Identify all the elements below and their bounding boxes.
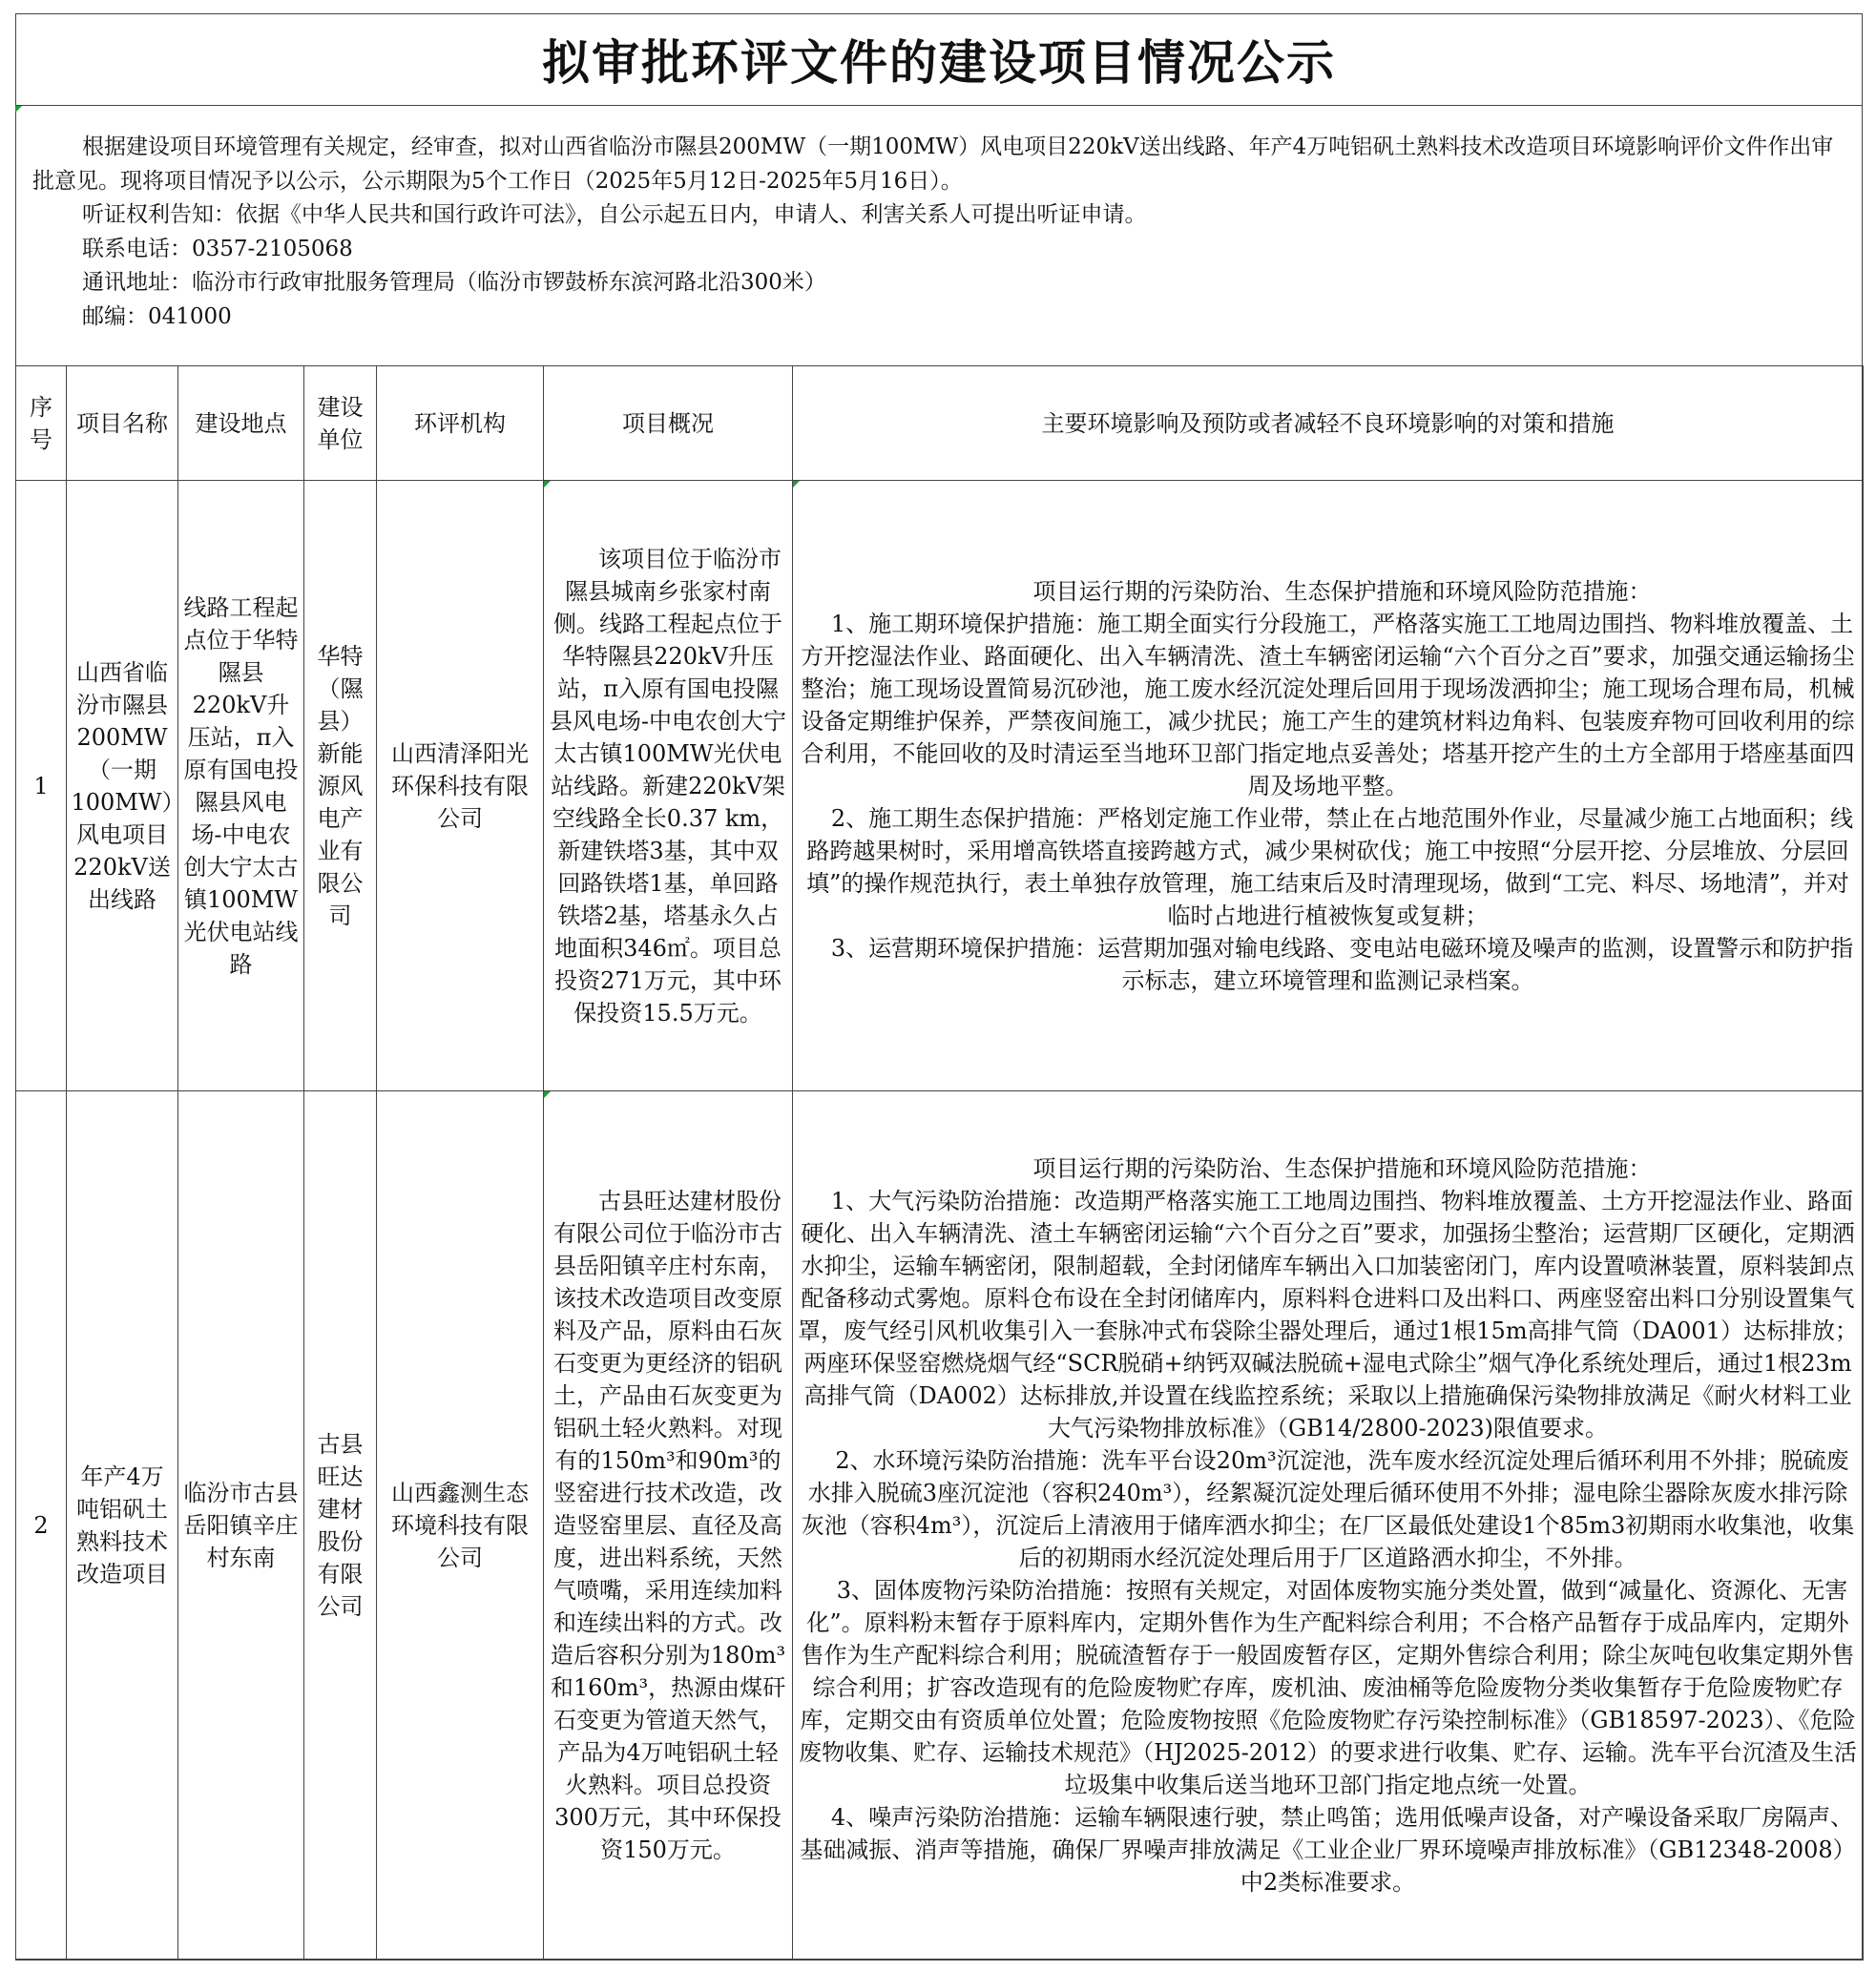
cell-corner-marker — [544, 481, 551, 488]
environmental-measures — [793, 1091, 1864, 1961]
project-location: 线路工程起点位于华特隰县220kV升压站，π入原有国电投隰县风电场-中电农创大宁太古镇100MW光伏电站线路 — [178, 481, 304, 1091]
measure-paragraph: 3、运营期环境保护措施：运营期加强对输电线路、变电站电磁环境及噪声的监测，设置警示和防护指示标志，建立环境管理和监测记录档案。 — [830, 934, 1854, 994]
measure-paragraph: 项目运行期的污染防治、生态保护措施和环境风险防范措施： — [1032, 577, 1652, 605]
measure-paragraph: 3、固体废物污染防治措施：按照有关规定，对固体废物实施分类处置，做到“减量化、资源化、无害化”。原料粉末暂存于原料库内，定期外售作为生产配料综合利用；不合格产品暂存于成品库内，定期外售作为生产配料综合利用；脱硫渣暂存于一般固废暂存区，定期外售综合利用；除尘灰吨包收集定期外售综合利用；扩容改造现有的危险废物贮存库，废机油、废油桶等危险废物分类收集暂存于危险废物贮存库，定期交由有资质单位处置；危险废物按照《危险废物贮存污染控制标准》（GB18597-2023）、《危险废物收集、贮存、运输技术规范》（HJ2025-2012）的要求进行收集、贮存、运输。洗车平台沉渣及生活垃圾集中收集后送当地环卫部门指定地点统一处置。 — [799, 1577, 1857, 1798]
header-overview: 项目概况 — [544, 366, 793, 481]
table-row — [16, 1091, 1864, 1961]
row-number: 2 — [16, 1091, 67, 1961]
header-name: 项目名称 — [67, 366, 178, 481]
contact-address: 通讯地址：临汾市行政审批服务管理局（临汾市锣鼓桥东滨河路北沿300米） — [82, 270, 826, 295]
table-header-row — [16, 366, 1864, 481]
cell-corner-marker — [544, 1091, 551, 1098]
table-row — [16, 481, 1864, 1091]
project-name: 山西省临汾市隰县200MW（一期100MW）风电项目220kV送出线路 — [67, 481, 178, 1091]
measure-paragraph: 1、大气污染防治措施：改造期严格落实施工工地周边围挡、物料堆放覆盖、土方开挖湿法作业、路面硬化、出入车辆清洗、渣土车辆密闭运输“六个百分之百”要求，加强扬尘整治；运营期厂区硬化，定期洒水抑尘，运输车辆密闭，限制超载，全封闭储库车辆出入口加装密闭门，库内设置喷淋装置，原料装卸点配备移动式雾炮。原料仓布设在全封闭储库内，原料料仓进料口及出料口、两座竖窑出料口分别设置集气罩，废气经引风机收集引入一套脉冲式布袋除尘器处理后，通过1根15m高排气筒（DA001）达标排放；两座环保竖窑燃烧烟气经“SCR脱硝+纳钙双碱法脱硫+湿电式除尘”烟气净化系统处理后，通过1根23m高排气筒（DA002）达标排放,并设置在线监控系统；采取以上措施确保污染物排放满足《耐火材料工业大气污染物排放标准》（GB14/2800-2023)限值要求。 — [798, 1188, 1858, 1442]
hearing-notice: 听证权利告知：依据《中华人民共和国行政许可法》，自公示起五日内，申请人、利害关系人可提出听证申请。 — [82, 202, 1147, 227]
projects-table — [15, 365, 1864, 1961]
intro-paragraph: 根据建设项目环境管理有关规定，经审查，拟对山西省临汾市隰县200MW（一期100MW）风电项目220kV送出线路、年产4万吨铝矾土熟料技术改造项目环境影响评价文件作出审批意见。现将项目情况予以公示，公示期限为5个工作日（2025年5月12日-2025年5月16日）。 — [32, 135, 1834, 194]
measure-paragraph: 4、噪声污染防治措施：运输车辆限速行驶，禁止鸣笛；选用低噪声设备，对产噪设备采取厂房隔声、基础减振、消声等措施，确保厂界噪声排放满足《工业企业厂界环境噪声排放标准》（GB12348-2008）中2类标准要求。 — [800, 1804, 1856, 1896]
row-number: 1 — [16, 481, 67, 1091]
eia-agency: 山西清泽阳光环保科技有限公司 — [377, 481, 544, 1091]
project-overview — [544, 1091, 793, 1961]
cell-corner-marker — [793, 481, 800, 488]
header-agency: 环评机构 — [377, 366, 544, 481]
header-location: 建设地点 — [178, 366, 304, 481]
page-title: 拟审批环评文件的建设项目情况公示 — [15, 13, 1863, 106]
measure-paragraph: 2、水环境污染防治措施：洗车平台设20m³沉淀池，洗车废水经沉淀处理后循环利用不外排；脱硫废水排入脱硫3座沉淀池（容积240m³），经絮凝沉淀处理后循环使用不外排；湿电除尘器除灰废水排污除灰池（容积4m³），沉淀后上清液用于储库洒水抑尘；在厂区最低处建设1个85m3初期雨水收集池，收集后的初期雨水经沉淀处理后用于厂区道路洒水抑尘，不外排。 — [801, 1447, 1855, 1571]
overview-text: 古县旺达建材股份有限公司位于临汾市古县岳阳镇辛庄村东南，该技术改造项目改变原料及产品，原料由石灰石变更为更经济的铝矾土，产品由石灰变更为铝矾土轻火熟料。对现有的150m³和90m³的竖窑进行技术改造，改造竖窑里层、直径及高度，进出料系统，天然气喷嘴，采用连续加料和连续出料的方式。改造后容积分别为180m³和160m³，热源由煤矸石变更为管道天然气，产品为4万吨铝矾土轻火熟料。项目总投资300万元，其中环保投资150万元。 — [550, 1188, 786, 1863]
header-measures: 主要环境影响及预防或者减轻不良环境影响的对策和措施 — [793, 366, 1864, 481]
eia-agency: 山西鑫测生态环境科技有限公司 — [377, 1091, 544, 1961]
header-unit: 建设单位 — [304, 366, 377, 481]
measure-paragraph: 1、施工期环境保护措施：施工期全面实行分段施工，严格落实施工工地周边围挡、物料堆放覆盖、土方开挖湿法作业、路面硬化、出入车辆清洗、渣土车辆密闭运输“六个百分之百”要求，加强交通运输扬尘整治；施工现场设置简易沉砂池，施工废水经沉淀处理后回用于现场泼洒抑尘；施工现场合理布局，机械设备定期维护保养，严禁夜间施工，减少扰民；施工产生的建筑材料边角料、包装废弃物可回收利用的综合利用，不能回收的及时清运至当地环卫部门指定地点妥善处；塔基开挖产生的土方全部用于塔座基面四周及场地平整。 — [801, 610, 1855, 799]
construction-unit: 古县旺达建材股份有限公司 — [304, 1091, 377, 1961]
intro-section — [15, 106, 1863, 365]
header-no: 序号 — [16, 366, 67, 481]
contact-phone: 联系电话：0357-2105068 — [82, 236, 353, 261]
environmental-measures — [793, 481, 1864, 1091]
measure-paragraph: 2、施工期生态保护措施：严格划定施工作业带，禁止在占地范围外作业，尽量减少施工占地面积；线路跨越果树时，采用增高铁塔直接跨越方式，减少果树砍伐；施工中按照“分层开挖、分层堆放、分层回填”的操作规范执行，表土单独存放管理，施工结束后及时清理现场，做到“工完、料尽、场地清”，并对临时占地进行植被恢复或复耕； — [806, 804, 1854, 929]
overview-text: 该项目位于临汾市隰县城南乡张家村南侧。线路工程起点位于华特隰县220kV升压站，π入原有国电投隰县风电场-中电农创大宁太古镇100MW光伏电站线路。新建220kV架空线路全长0.37 km，新建铁塔3基，其中双回路铁塔1基，单回路铁塔2基，塔基永久占地面积346㎡。项目总投资271万元，其中环保投资15.5万元。 — [549, 545, 787, 1027]
postal-code: 邮编：041000 — [82, 303, 232, 329]
measure-paragraph: 项目运行期的污染防治、生态保护措施和环境风险防范措施： — [1032, 1155, 1652, 1182]
project-name: 年产4万吨铝矾土熟料技术改造项目 — [67, 1091, 178, 1961]
project-overview — [544, 481, 793, 1091]
construction-unit: 华特（隰县）新能源风电产业有限公司 — [304, 481, 377, 1091]
project-location: 临汾市古县岳阳镇辛庄村东南 — [178, 1091, 304, 1961]
cell-corner-marker — [15, 106, 22, 113]
